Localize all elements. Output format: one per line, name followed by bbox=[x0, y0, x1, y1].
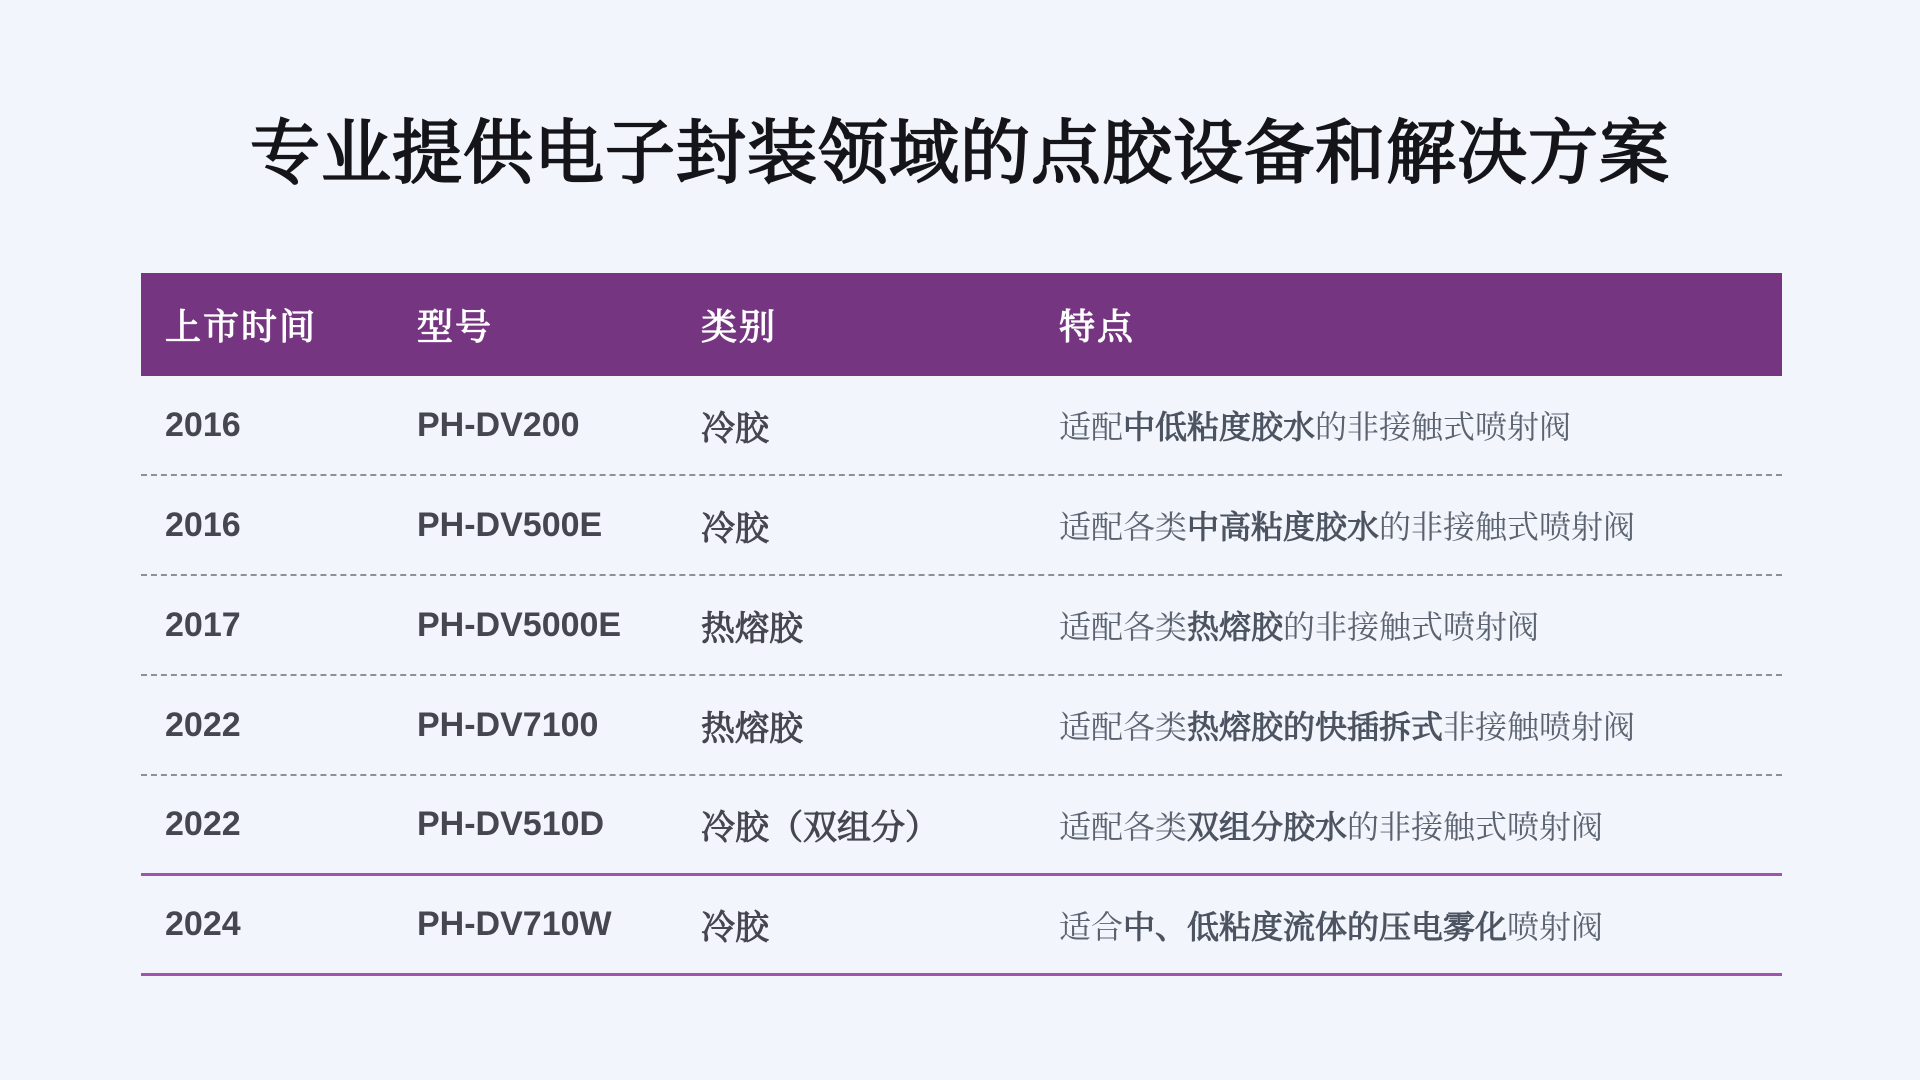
year: 2017 bbox=[165, 605, 241, 644]
feature-plain: 的非接触式喷射阀 bbox=[1283, 609, 1540, 645]
feature-text bbox=[1035, 502, 1782, 548]
feature-plain: 喷射阀 bbox=[1507, 908, 1604, 945]
product-table bbox=[141, 273, 1782, 976]
feature-plain: 适配各类 bbox=[1059, 709, 1188, 745]
table-row bbox=[141, 876, 1782, 976]
year: 2016 bbox=[165, 505, 241, 544]
model: PH-DV200 bbox=[417, 405, 580, 444]
column-header-launch-time: 上市时间 bbox=[165, 306, 318, 347]
feature-plain: 非接触喷射阀 bbox=[1443, 709, 1636, 745]
feature-highlight: 中、低粘度流体的压电雾化 bbox=[1123, 908, 1508, 945]
feature-plain: 适配各类 bbox=[1059, 609, 1188, 645]
model: PH-DV710W bbox=[417, 905, 612, 943]
category: 冷胶 bbox=[701, 909, 769, 947]
feature-highlight: 热熔胶 bbox=[1187, 609, 1284, 645]
table-row bbox=[141, 776, 1782, 876]
feature-plain: 的非接触式喷射阀 bbox=[1379, 509, 1636, 545]
feature-text bbox=[1035, 402, 1782, 448]
year: 2016 bbox=[165, 405, 241, 444]
category: 冷胶（双组分） bbox=[701, 809, 939, 847]
feature-text bbox=[1035, 602, 1782, 648]
page-title: 专业提供电子封装领域的点胶设备和解决方案 bbox=[250, 114, 1670, 192]
table-body bbox=[141, 376, 1782, 976]
feature-plain: 适配 bbox=[1059, 409, 1124, 445]
year: 2022 bbox=[165, 705, 241, 744]
feature-highlight: 双组分胶水 bbox=[1187, 808, 1348, 845]
model: PH-DV510D bbox=[417, 805, 605, 843]
table-row bbox=[141, 576, 1782, 676]
feature-plain: 适配各类 bbox=[1059, 509, 1188, 545]
table-row bbox=[141, 476, 1782, 576]
feature-plain: 的非接触式喷射阀 bbox=[1347, 808, 1604, 845]
model: PH-DV5000E bbox=[417, 605, 622, 644]
feature-text bbox=[1035, 802, 1782, 848]
feature-highlight: 中低粘度胶水 bbox=[1123, 409, 1316, 445]
category: 热熔胶 bbox=[701, 709, 803, 748]
category: 热熔胶 bbox=[701, 609, 803, 648]
feature-text bbox=[1035, 702, 1782, 748]
category: 冷胶 bbox=[701, 509, 769, 548]
column-header-model: 型号 bbox=[417, 306, 494, 347]
year: 2022 bbox=[165, 805, 241, 843]
table-row bbox=[141, 676, 1782, 776]
feature-plain: 适合 bbox=[1059, 908, 1124, 945]
feature-highlight: 热熔胶的快插拆式 bbox=[1187, 709, 1444, 745]
column-header-category: 类别 bbox=[701, 306, 778, 347]
table-header-row bbox=[141, 273, 1782, 376]
model: PH-DV500E bbox=[417, 505, 603, 544]
category: 冷胶 bbox=[701, 409, 769, 448]
year: 2024 bbox=[165, 905, 241, 943]
feature-text bbox=[1035, 902, 1782, 948]
feature-highlight: 中高粘度胶水 bbox=[1187, 509, 1380, 545]
feature-plain: 的非接触式喷射阀 bbox=[1315, 409, 1572, 445]
column-header-features: 特点 bbox=[1059, 306, 1136, 347]
model: PH-DV7100 bbox=[417, 705, 599, 744]
table-row bbox=[141, 376, 1782, 476]
feature-plain: 适配各类 bbox=[1059, 808, 1188, 845]
